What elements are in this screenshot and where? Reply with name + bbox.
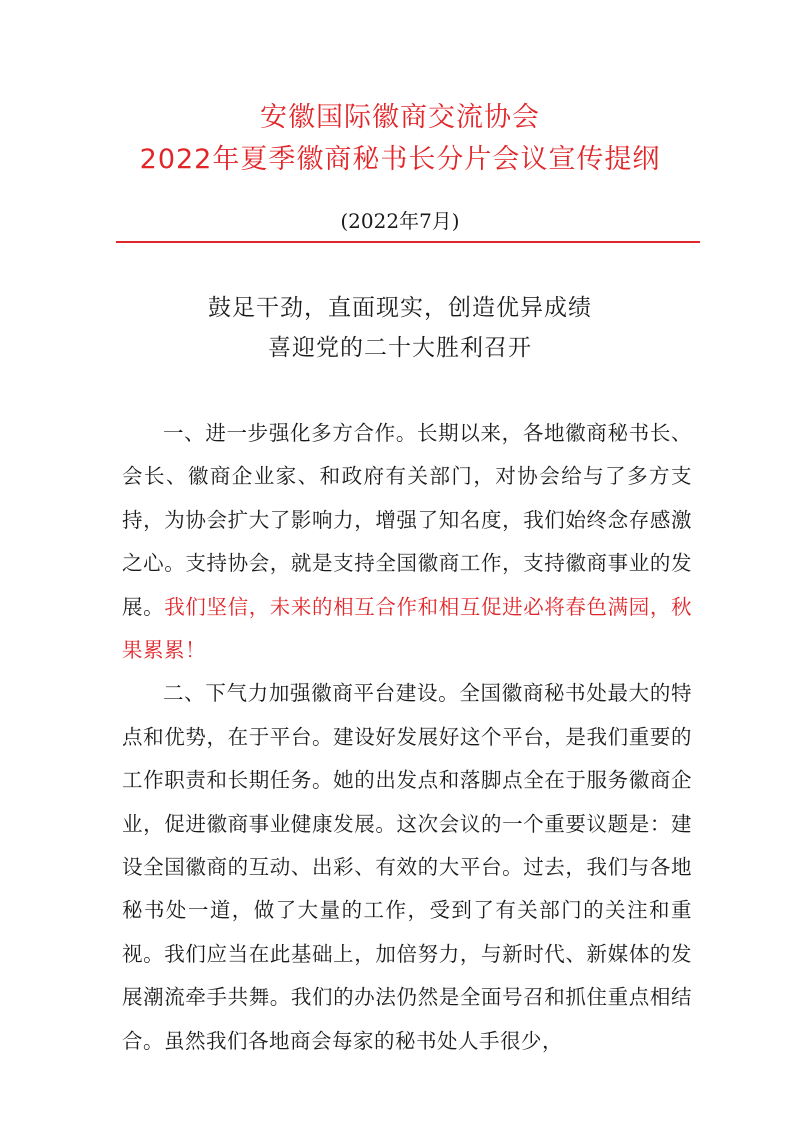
section-1-highlight: 我们坚信，未来的相互合作和相互促进必将春色满园，秋果累累！ <box>122 594 693 663</box>
header-divider <box>116 241 700 243</box>
document-subtitle <box>0 288 800 368</box>
section-1-text: 一、进一步强化多方合作。长期以来，各地徽商秘书长、会长、徽商企业家、和政府有关部门，对协会给与了多方支持，为协会扩大了影响力，增强了知名度，我们始终念存感激之心。支持协会，就是支持全国徽商工作，支持徽商事业的发展。 <box>122 421 692 619</box>
meeting-title: 2022年夏季徽商秘书长分片会议宣传提纲 <box>139 144 661 175</box>
subtitle-line-2: 喜迎党的二十大胜利召开 <box>268 335 532 361</box>
section-2-text: 二、下气力加强徽商平台建设。全国徽商秘书处最大的特点和优势，在于平台。建设好发展好这个平台，是我们重要的工作职责和长期任务。她的出发点和落脚点全在于服务徽商企业，促进徽商事业健康发展。这次会议的一个重要议题是：建设全国徽商的互动、出彩、有效的大平台。过去，我们与各地秘书处一道，做了大量的工作，受到了有关部门的关注和重视。我们应当在此基础上，加倍努力，与新时代、新媒体的发展潮流牵手共舞。我们的办法仍然是全面号召和抓住重点相结合。虽然我们各地商会每家的秘书处人手很少， <box>122 681 692 1053</box>
section-2-paragraph <box>122 672 692 1063</box>
document-date: (2022年7月) <box>340 209 460 233</box>
org-name: 安徽国际徽商交流协会 <box>260 102 540 133</box>
document-header <box>0 98 800 182</box>
document-body <box>122 412 692 1063</box>
section-1-paragraph <box>122 412 692 672</box>
subtitle-line-1: 鼓足干劲，直面现实，创造优异成绩 <box>208 295 592 321</box>
